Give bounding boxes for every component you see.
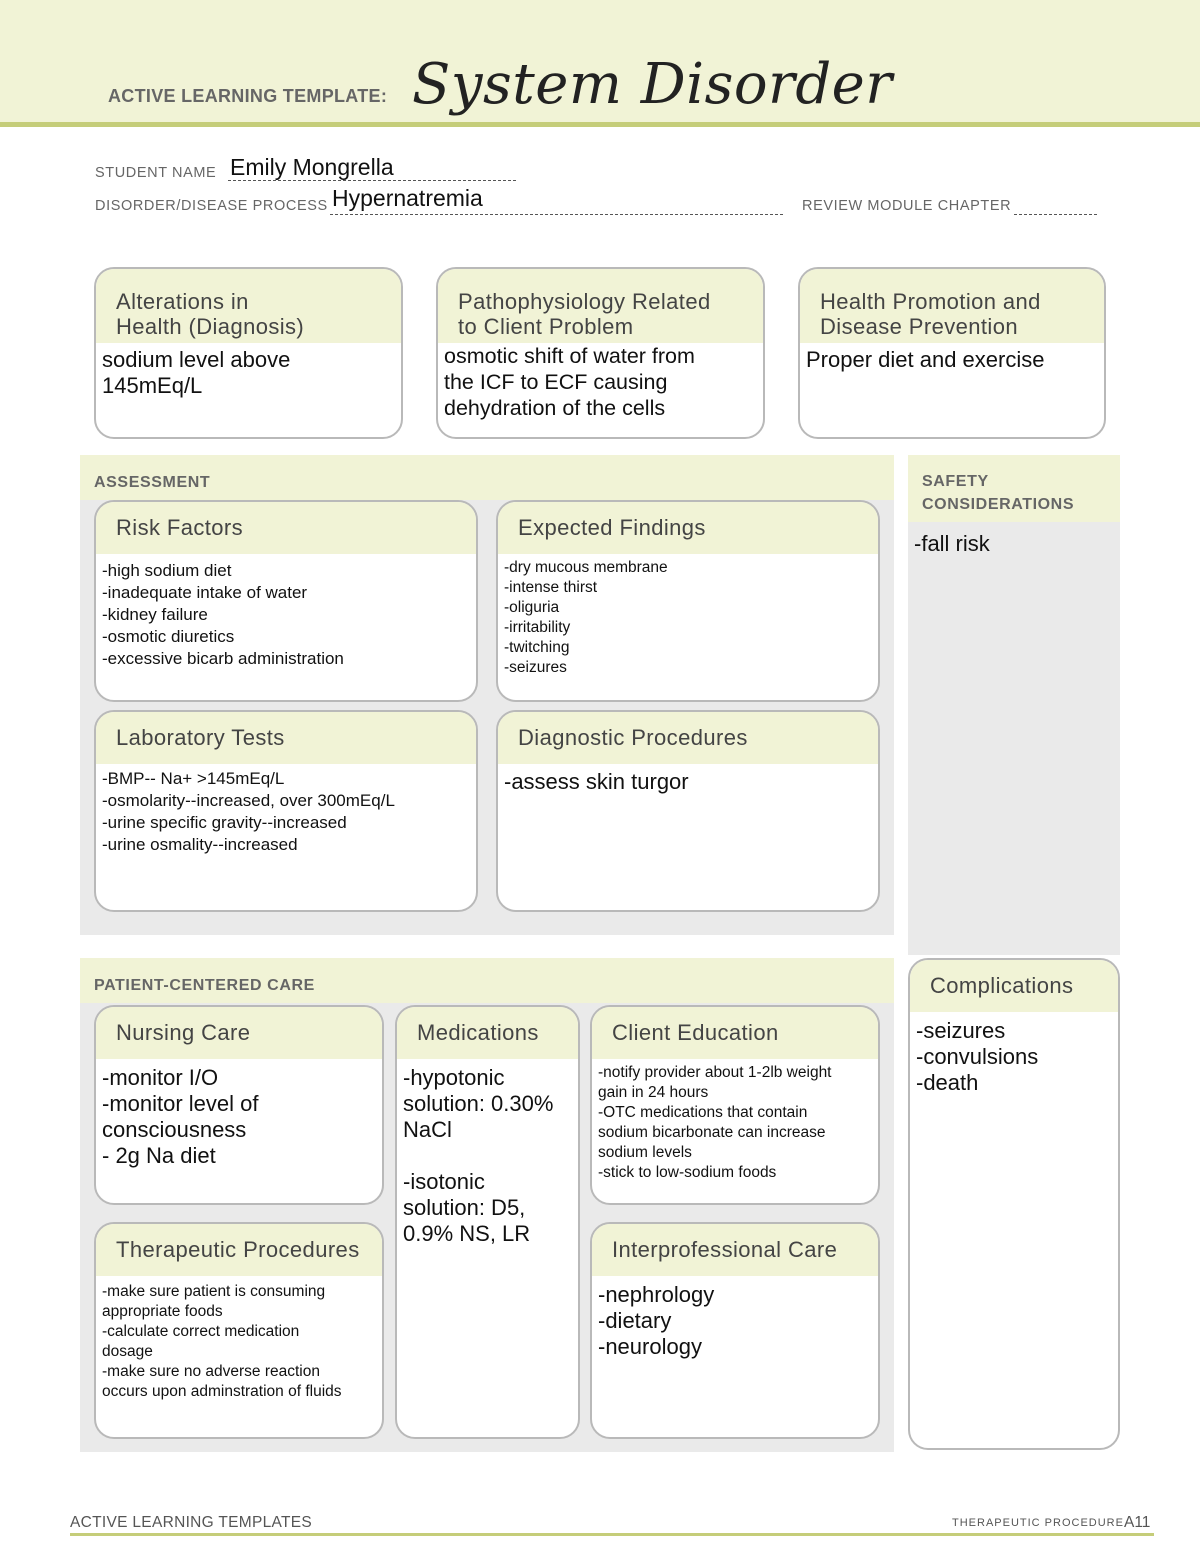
review-chapter-line — [1014, 192, 1097, 215]
interprofessional-care-box — [590, 1222, 880, 1439]
risk-factors-title: Risk Factors — [96, 502, 476, 554]
client-education-text: -notify provider about 1-2lb weight gain in 24 hours -OTC medications that contain sodium bicarbonate can increase sodium levels -stick to low-sodium foods — [598, 1064, 832, 1181]
safety-panel — [908, 455, 1120, 955]
nursing-care-box — [94, 1005, 384, 1205]
student-name-field[interactable]: Emily Mongrella — [230, 154, 394, 180]
interprofessional-care-title: Interprofessional Care — [592, 1224, 878, 1276]
complications-title: Complications — [910, 960, 1118, 1012]
therapeutic-procedures-box — [94, 1222, 384, 1439]
interprofessional-care-text: -nephrology -dietary -neurology — [598, 1282, 715, 1359]
header-rule — [0, 122, 1200, 127]
therapeutic-procedures-text: -make sure patient is consuming appropriate foods -calculate correct medication dosage -make sure no adverse reaction occurs upon adminstration of fluids — [102, 1283, 342, 1400]
alterations-box — [94, 267, 403, 439]
nursing-care-text: -monitor I/O -monitor level of consciousness - 2g Na diet — [102, 1065, 259, 1168]
laboratory-tests-text: -BMP-- Na+ >145mEq/L -osmolarity--increased, over 300mEq/L -urine specific gravity--increased -urine osmality--increased — [102, 769, 395, 854]
pathophysiology-box — [436, 267, 765, 439]
laboratory-tests-box — [94, 710, 478, 912]
assessment-label: ASSESSMENT — [94, 474, 211, 491]
student-name-label: STUDENT NAME — [95, 165, 217, 181]
medications-title: Medications — [397, 1007, 578, 1059]
diagnostic-procedures-box — [496, 710, 880, 912]
review-chapter-label: REVIEW MODULE CHAPTER — [802, 198, 1012, 214]
page-title: System Disorder — [412, 52, 893, 117]
diagnostic-procedures-title: Diagnostic Procedures — [498, 712, 878, 764]
health-promotion-box — [798, 267, 1106, 439]
expected-findings-text: -dry mucous membrane -intense thirst -oliguria -irritability -twitching -seizures — [504, 559, 668, 676]
risk-factors-text: -high sodium diet -inadequate intake of water -kidney failure -osmotic diuretics -excessive bicarb administration — [102, 561, 344, 668]
complications-box — [908, 958, 1120, 1450]
client-education-box — [590, 1005, 880, 1205]
complications-text: -seizures -convulsions -death — [916, 1018, 1039, 1095]
disorder-label: DISORDER/DISEASE PROCESS — [95, 198, 328, 214]
footer-left: ACTIVE LEARNING TEMPLATES — [70, 1514, 313, 1531]
risk-factors-box — [94, 500, 478, 702]
client-education-title: Client Education — [592, 1007, 878, 1059]
expected-findings-box — [496, 500, 880, 702]
disorder-field[interactable]: Hypernatremia — [332, 185, 483, 211]
safety-text: -fall risk — [914, 531, 990, 556]
alterations-title: Alterations in Health (Diagnosis) — [96, 269, 401, 343]
alterations-text: sodium level above 145mEq/L — [102, 347, 291, 398]
patient-care-label: PATIENT-CENTERED CARE — [94, 977, 315, 994]
health-promotion-title: Health Promotion and Disease Prevention — [800, 269, 1104, 343]
diagnostic-procedures-text: -assess skin turgor — [504, 769, 689, 794]
footer-rule — [70, 1533, 1154, 1536]
medications-box — [395, 1005, 580, 1439]
nursing-care-title: Nursing Care — [96, 1007, 382, 1059]
template-label: ACTIVE LEARNING TEMPLATE: — [108, 86, 388, 106]
pathophysiology-title: Pathophysiology Related to Client Problem — [438, 269, 763, 343]
laboratory-tests-title: Laboratory Tests — [96, 712, 476, 764]
health-promotion-text: Proper diet and exercise — [806, 347, 1045, 372]
footer-right: THERAPEUTIC PROCEDURE — [952, 1517, 1124, 1529]
page-number: A11 — [1124, 1514, 1151, 1531]
pathophysiology-text: osmotic shift of water from the ICF to ECF causing dehydration of the cells — [444, 344, 695, 420]
therapeutic-procedures-title: Therapeutic Procedures — [96, 1224, 382, 1276]
medications-text: -hypotonic solution: 0.30% NaCl -isotonic solution: D5, 0.9% NS, LR — [403, 1065, 554, 1246]
expected-findings-title: Expected Findings — [498, 502, 878, 554]
safety-label: SAFETY CONSIDERATIONS — [922, 473, 1075, 513]
